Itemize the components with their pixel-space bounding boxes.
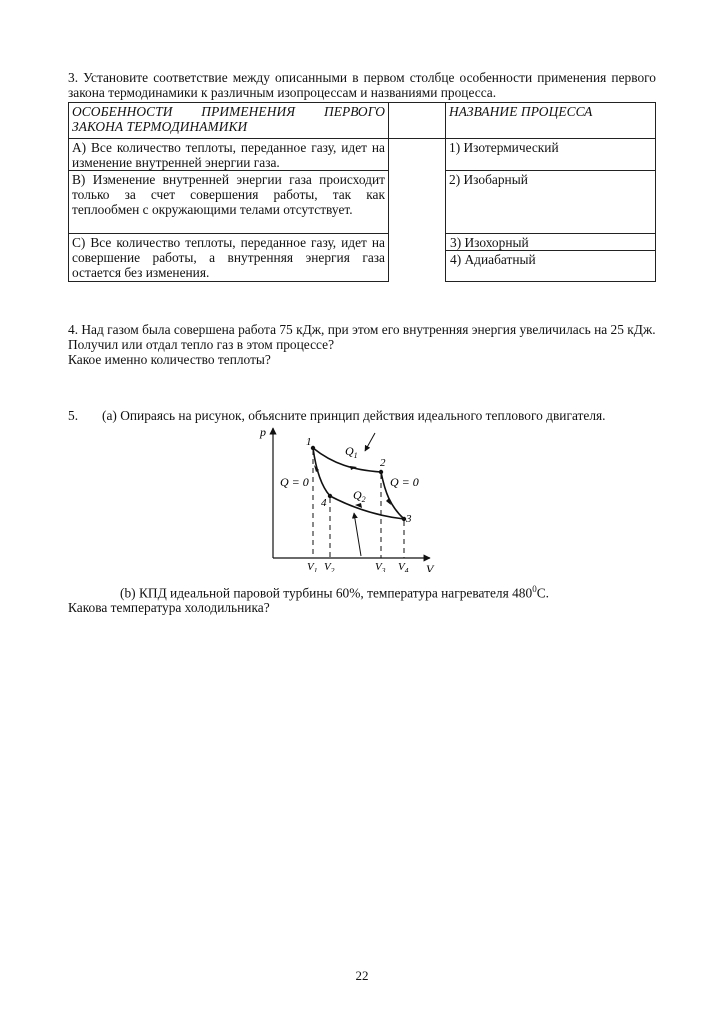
heat-in-arrow	[365, 433, 375, 451]
process-1: 1) Изотермический	[446, 139, 656, 171]
header-spacer	[389, 103, 446, 139]
point-4	[328, 494, 332, 498]
v3-label: $V_3$	[375, 561, 386, 572]
answer-spacer	[389, 139, 446, 282]
heat-out-arrow	[354, 513, 361, 556]
point-2	[379, 470, 383, 474]
table-row	[69, 234, 656, 282]
question-3-text: 3. Установите соответствие между описанными в первом столбце особенности применения первого закона термодинамики к различным изопроцессам и названиями процесса.	[68, 70, 656, 100]
process-3: 3) Изохорный	[446, 234, 655, 251]
feature-c: С) Все количество теплоты, переданное газу, идет на совершение работы, а внутренняя энергия газа остается без изменения.	[69, 234, 389, 282]
q1-label: $Q_1$	[345, 444, 358, 460]
process-4: 4) Адиабатный	[450, 252, 536, 267]
header-process-name: НАЗВАНИЕ ПРОЦЕССА	[446, 103, 656, 139]
point-3-label: 3	[406, 513, 412, 525]
question-5-b-text: (b) КПД идеальной паровой турбины 60%, температура нагревателя $480^0С$.	[120, 584, 549, 601]
v2-label: $V_2$	[324, 561, 335, 572]
point-2-label: 2	[380, 457, 386, 469]
feature-a: А) Все количество теплоты, переданное газу, идет на изменение внутренней энергии газа.	[69, 139, 389, 171]
question-5-b-line2: Какова температура холодильника?	[68, 600, 270, 616]
process-cell-3-4	[446, 234, 656, 282]
process-2: 2) Изобарный	[446, 171, 656, 234]
feature-b: В) Изменение внутренней энергии газа происходит только за счет совершения работы, так как теплообмен с окружающими телами отсутствует.	[69, 171, 389, 234]
q2-label: $Q_2$	[353, 488, 366, 504]
question-4	[68, 322, 656, 367]
matching-table	[68, 102, 656, 282]
header-features: ОСОБЕННОСТИ ПРИМЕНЕНИЯ ПЕРВОГО ЗАКОНА ТЕРМОДИНАМИКИ	[69, 103, 389, 139]
v4-label: $V_4$	[398, 561, 409, 572]
v1-label: $V_1$	[307, 561, 318, 572]
point-4-label: 4	[321, 497, 327, 509]
adiabat-4-1	[313, 448, 330, 496]
page-number: 22	[355, 968, 369, 983]
p-axis-label: p	[260, 425, 266, 439]
point-1-label: 1	[306, 436, 312, 448]
pv-diagram	[258, 422, 438, 572]
question-5-b	[68, 582, 656, 615]
v-axis-label: V	[426, 562, 434, 572]
q-zero-left: Q = 0	[280, 475, 309, 489]
question-4-line3: Какое именно количество теплоты?	[68, 352, 271, 367]
table-row	[69, 171, 656, 234]
q-zero-right: Q = 0	[390, 475, 419, 489]
question-5-a-text: (a) Опираясь на рисунок, объясните принцип действия идеального теплового двигателя.	[102, 408, 606, 423]
table-header-row	[69, 103, 656, 139]
isotherm-3-4	[330, 496, 404, 519]
question-4-text: 4. Над газом была совершена работа 75 кДж, при этом его внутренняя энергия увеличилась на 25 кДж.	[68, 322, 656, 337]
question-4-line2: Получил или отдал тепло газ в этом процессе?	[68, 337, 335, 352]
table-row	[69, 139, 656, 171]
question-5-number: 5.	[68, 408, 79, 423]
